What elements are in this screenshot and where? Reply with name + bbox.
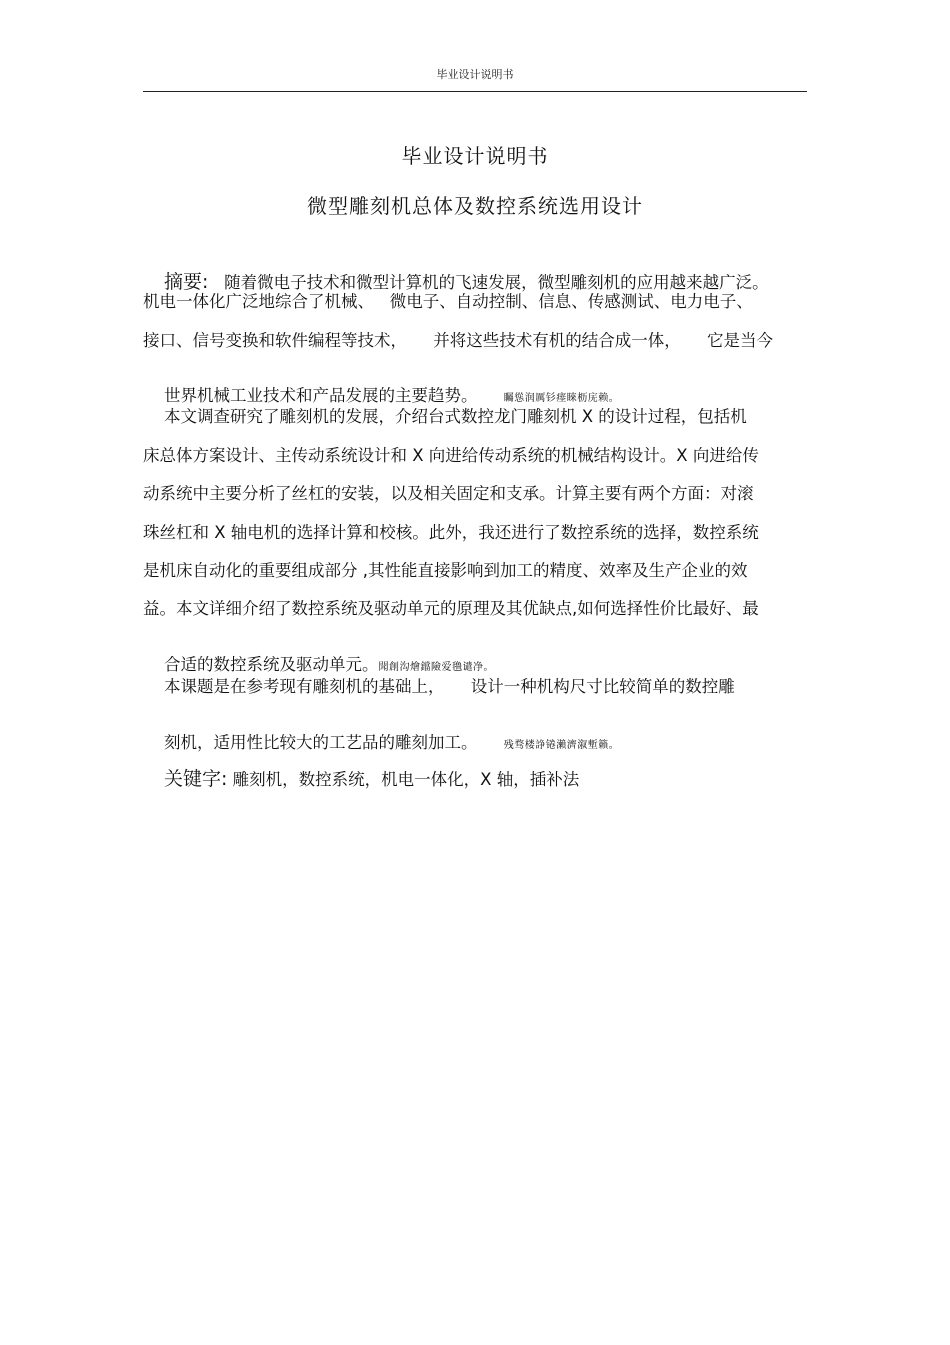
- body-line: 本文调查研究了雕刻机的发展，介绍台式数控龙门雕刻机 X 的设计过程，包括机: [143, 407, 747, 426]
- end-mark: 矚慫润厲钐瘗睞枥庑赖。: [503, 392, 620, 404]
- end-mark: 残骛楼諍锩瀨濟溆塹籟。: [503, 739, 620, 751]
- abstract-text: 随着微电子技术和微型计算机的飞速发展，微型雕刻机的应用越来越广泛。: [224, 272, 769, 292]
- abstract-label: 摘要:: [163, 270, 209, 293]
- header-rule: [143, 91, 807, 92]
- end-mark: 聞創沟燴鐺險爱氇谴净。: [378, 661, 494, 673]
- abstract-line: 机电一体化广泛地综合了机械、 微电子、自动控制、信息、传感测试、电力电子、: [143, 292, 753, 311]
- abstract-text: 世界机械工业技术和产品发展的主要趋势。: [163, 385, 478, 405]
- body-line: 珠丝杠和 X 轴电机的选择计算和校核。此外，我还进行了数控系统的选择，数控系统: [143, 523, 759, 542]
- body-text: 合适的数控系统及驱动单元。: [163, 654, 379, 674]
- body-line: 本课题是在参考现有雕刻机的基础上， 设计一种机构尺寸比较简单的数控雕: [143, 677, 735, 696]
- running-header: 毕业设计说明书: [436, 68, 514, 81]
- document-title: 毕业设计说明书: [401, 144, 549, 168]
- keywords-line: [143, 753, 579, 805]
- keywords-label: 关键字:: [163, 767, 228, 790]
- body-line: 是机床自动化的重要组成部分 ,其性能直接影响到加工的精度、效率及生产企业的效: [143, 561, 748, 580]
- abstract-line: 接口、信号变换和软件编程等技术， 并将这些技术有机的结合成一体， 它是当今: [143, 331, 773, 350]
- body-line: 动系统中主要分析了丝杠的安装，以及相关固定和支承。计算主要有两个方面：对滚: [143, 484, 754, 503]
- keywords-text: 雕刻机，数控系统，机电一体化，X 轴，插补法: [232, 769, 580, 789]
- body-line: 床总体方案设计、主传动系统设计和 X 向进给传动系统的机械结构设计。X 向进给传: [143, 446, 759, 465]
- body-text: 刻机，适用性比较大的工艺品的雕刻加工。: [163, 732, 478, 752]
- body-line: 益。本文详细介绍了数控系统及驱动单元的原理及其优缺点,如何选择性价比最好、最: [143, 599, 759, 618]
- document-subtitle: 微型雕刻机总体及数控系统选用设计: [307, 194, 643, 218]
